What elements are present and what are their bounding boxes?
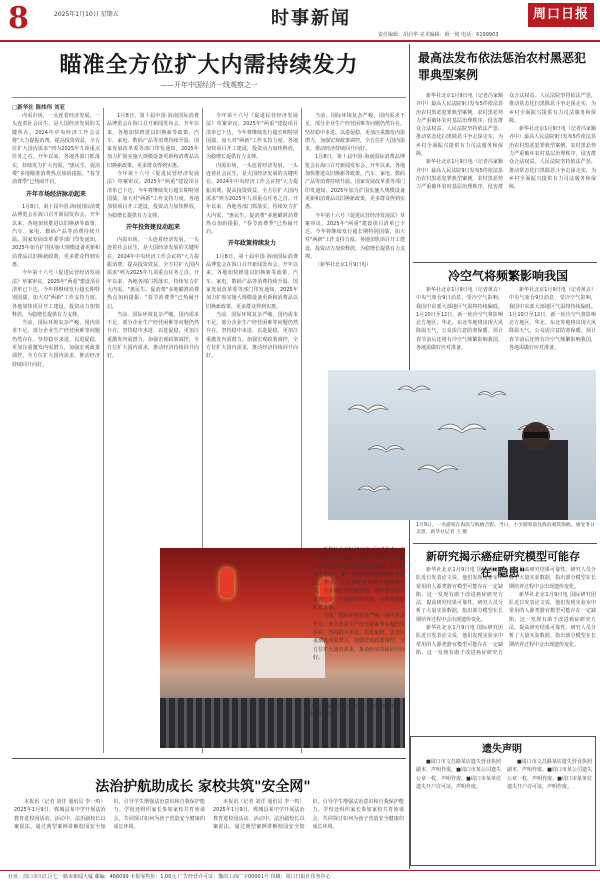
page-header bbox=[0, 0, 600, 42]
lead-subhead: ——开年中国经济一线观察之一 bbox=[160, 81, 258, 89]
issue-date: 2025年1月10日 星期五 bbox=[54, 11, 119, 18]
column-rule bbox=[103, 108, 104, 753]
cold-air-body-continued: 新华社北京1月9日电（记者黄垚）中央气象台9日消息，受冷空气影响，我国中东部大部地区气温将持续偏低。1月10日至12日，新一轮冷空气将影响北方地区，华北、东北等地将出现大风降温天气，公众需注意防寒保暖。预计春节前后还将有冷空气频繁影响我国，各地需做好应对准备。 当前，国际环境复杂严峻，国内需求不足、部分企业生产经营困难等问题仍然存在。坚持稳中求进、以进促稳，更加注重激发内需潜力，加强宏观政策调控，全方位扩大国内需求，推动经济持续回升向好。 bbox=[313, 547, 405, 661]
notice-body: ■周口市文昌路某店遗失营业执照副本，声明作废。■周口市某公司遗失公章一枚，声明作废。■周口市某单位遗失开户许可证，声明作废。 ■周口市文昌路某店遗失营业执照副本，声明作废。■周口市某公司遗失公章一枚，声明作废。■周口市某单位遗失开户许可证，声明作废。 bbox=[416, 759, 592, 790]
divider bbox=[413, 543, 597, 544]
divider bbox=[12, 97, 406, 98]
seagull-flock-icon bbox=[328, 370, 596, 520]
school-safety-headline: 法治护航助成长 家校共筑"安全网" bbox=[95, 779, 311, 795]
school-safety-body: 本报讯（记者 刘洋 通讯员 李一鸣）2025年1月9日，郸城县某中学开展法治教育进校园活动。活动中，法治副校长以案说法，通过典型案例讲解校园安全知识，引导学生增强法治意识和自我保护能力。学校还组织家长参加家校共育座谈会，共同探讨如何为孩子营造安全健康的成长环境。 本报讯（记者 刘洋 通讯员 李一鸣）2025年1月9日，郸城县某中学开展法治教育进校园活动。活动中，法治副校长以案说法，通过典型案例讲解校园安全知识，引导学生增强法治意识和自我保护能力。学校还组织家长参加家校共育座谈会，共同探讨如何为孩子营造安全健康的成长环境。 bbox=[14, 799, 404, 830]
lead-subtitle-1: 开年市场经济脉动起来 bbox=[25, 190, 86, 198]
court-headline: 最高法发布依法惩治农村黑恶犯罪典型案例 bbox=[418, 51, 587, 82]
page-footer: 社址：周口市川汇区七一路市新闻大厦 邮编：466099 本报零售价：1.00元 广告经营许可证：豫周工商广字00001号 印刷：周口日报社印务中心 bbox=[0, 870, 600, 883]
court-body: 新华社北京1月9日电（记者冯家顺 齐中）最高人民法院9日发布5件依法惩治农村黑恶犯罪典型案例。农村黑恶势力严重破坏农村基层治理秩序，侵害群众合法权益。人民法院坚持依法严惩，推动常态化扫黑除恶斗争走深走实，为乡村全面振兴提供有力司法服务和保障。 新华社北京1月9日电（记者冯家顺 齐中）最高人民法院9日发布5件依法惩治农村黑恶犯罪典型案例。农村黑恶势力严重破坏农村基层治理秩序，侵害群众合法权益。人民法院坚持依法严惩，推动常态化扫黑除恶斗争走深走实，为乡村全面振兴提供有力司法服务和保障。 新华社北京1月9日电（记者冯家顺 齐中）最高人民法院9日发布5件依法惩治农村黑恶犯罪典型案例。农村黑恶势力严重破坏农村基层治理秩序，侵害群众合法权益。人民法院坚持依法严惩，推动常态化扫黑除恶斗争走深走实，为乡村全面振兴提供有力司法服务和保障。 bbox=[416, 93, 596, 191]
cancer-research-body: 新华社北京1月9日电 国际研究团队近日发表论文说，他们发现实验室中常用的人源类器官模型可能存在一定缺陷，这一发现有助于改进癌症研究方法，提高研究结果可靠性。研究人员分析了大量实验数据，指出部分模型在长期培养过程中会出现遗传变化。 新华社北京1月9日电 国际研究团队近日发表论文说，他们发现实验室中常用的人源类器官模型可能存在一定缺陷，这一发现有助于改进癌症研究方法，提高研究结果可靠性。研究人员分析了大量实验数据，指出部分模型在长期培养过程中会出现遗传变化。 新华社北京1月9日电 国际研究团队近日发表论文说，他们发现实验室中常用的人源类器官模型可能存在一定缺陷，这一发现有助于改进癌症研究方法，提高研究结果可靠性。研究人员分析了大量实验数据，指出部分模型在长期培养过程中会出现遗传变化。 bbox=[416, 567, 596, 656]
lantern-icon bbox=[220, 568, 234, 598]
lead-column-4: 当前，国际环境复杂严峻，国内需求不足、部分企业生产经营困难等问题仍然存在。坚持稳中求进、以进促稳，更加注重激发内需潜力，加强宏观政策调控，全方位扩大国内需求，推动经济持续回升向好。 1月8日，第十届中国·海南国际消费品博览会在海口召开新闻发布会。开年以来，各地加快推进以旧换新等政策，汽车、家电、数码产品等消费持续升温。国家发展改革委等部门印发通知，2025年加力扩围实施大规模设备更新和消费品以旧换新政策，更多群众得到实惠。 今年第十六号《促进民营经济发展法》草案审议。2025年"两重"建设项目清单已下达，今年将继续发行超长期特别国债，加大对"两新"工作支持力度。各地加快项目开工建设，投资动力加快释放，为稳增长提供有力支撑。 （新华社北京1月9日电） bbox=[305, 113, 405, 269]
divider bbox=[12, 758, 406, 759]
lead-subtitle-3: 开年政策持续发力 bbox=[227, 240, 276, 248]
supermarket-photo-caption: 1月8日，顾客在山东青岛一家超市选购年货。新华社发 bbox=[308, 705, 396, 717]
cold-air-headline: 冷空气将频繁影响我国 bbox=[447, 269, 568, 283]
masthead-logo: 周口日报 bbox=[528, 3, 594, 27]
lead-headline: 瞄准全方位扩大内需持续发力 bbox=[59, 52, 359, 78]
seagull-photo bbox=[328, 370, 596, 520]
page-number: 8 bbox=[8, 1, 29, 36]
seagull-photo-caption: 1月9日，一名游客在海滨与海鸥合影。当日，不少游客前往海滨观赏海鸥，感受冬日美景。新华社记者 王 摄 bbox=[416, 523, 595, 535]
section-title: 时事新闻 bbox=[271, 8, 351, 29]
lead-subtitle-2: 开年投资建设动起来 bbox=[125, 223, 180, 231]
lead-byline: □新华社 陈炜伟 刘亚 bbox=[12, 105, 66, 111]
lead-column-3: 今年第十六号《促进民营经济发展法》草案审议。2025年"两重"建设项目清单已下达，今年将继续发行超长期特别国债，加大对"两新"工作支持力度。各地加快项目开工建设，投资动力加快释放，为稳增长提供有力支撑。 内需市场，一头连着经济发展，一头连着社会民生，是大国经济发展的关键所在。2024年中央经济工作会议将"大力提振消费、提高投资效益，全方位扩大国内需求"列为2025年九项重点任务之首。开年以来，各地各部门抓落实，持续发力扩大内需。"惠民生、促消费"多地瞄准消费热点加码提振，"春节消费季"已热闹开启。 开年政策持续发力 1月8日，第十届中国·海南国际消费品博览会在海口召开新闻发布会。开年以来，各地加快推进以旧换新等政策，汽车、家电、数码产品等消费持续升温。国家发展改革委等部门印发通知，2025年加力扩围实施大规模设备更新和消费品以旧换新政策，更多群众得到实惠。 当前，国际环境复杂严峻，国内需求不足、部分企业生产经营困难等问题仍然存在。坚持稳中求进、以进促稳，更加注重激发内需潜力，加强宏观政策调控，全方位扩大国内需求，推动经济持续回升向好。 bbox=[206, 113, 298, 360]
tourist-figure bbox=[508, 440, 568, 520]
cancer-research-headline: 新研究揭示癌症研究模型可能存在"隐患" bbox=[426, 550, 580, 579]
lead-column-2: 1月8日，第十届中国·海南国际消费品博览会在海口召开新闻发布会。开年以来，各地加快推进以旧换新等政策，汽车、家电、数码产品等消费持续升温。国家发展改革委等部门印发通知，2025年加力扩围实施大规模设备更新和消费品以旧换新政策，更多群众得到实惠。 今年第十六号《促进民营经济发展法》草案审议。2025年"两重"建设项目清单已下达，今年将继续发行超长期特别国债，加大对"两新"工作支持力度。各地加快项目开工建设，投资动力加快释放，为稳增长提供有力支撑。 开年投资建设动起来 内需市场，一头连着经济发展，一头连着社会民生，是大国经济发展的关键所在。2024年中央经济工作会议将"大力提振消费、提高投资效益，全方位扩大国内需求"列为2025年九项重点任务之首。开年以来，各地各部门抓落实，持续发力扩大内需。"惠民生、促消费"多地瞄准消费热点加码提振，"春节消费季"已热闹开启。 当前，国际环境复杂严峻，国内需求不足、部分企业生产经营困难等问题仍然存在。坚持稳中求进、以进促稳，更加注重激发内需潜力，加强宏观政策调控，全方位扩大国内需求，推动经济持续回升向好。 bbox=[107, 113, 199, 360]
notice-title: 遗失声明 bbox=[482, 744, 522, 755]
cold-air-body: 新华社北京1月9日电（记者黄垚）中央气象台9日消息，受冷空气影响，我国中东部大部地区气温将持续偏低。1月10日至12日，新一轮冷空气将影响北方地区，华北、东北等地将出现大风降温天气，公众需注意防寒保暖。预计春节前后还将有冷空气频繁影响我国，各地需做好应对准备。 新华社北京1月9日电（记者黄垚）中央气象台9日消息，受冷空气影响，我国中东部大部地区气温将持续偏低。1月10日至12日，新一轮冷空气将影响北方地区，华北、东北等地将出现大风降温天气，公众需注意防寒保暖。预计春节前后还将有冷空气频繁影响我国，各地需做好应对准备。 bbox=[416, 287, 596, 352]
lead-column-1: 内需市场，一头连着经济发展，一头连着社会民生，是大国经济发展的关键所在。2024年中央经济工作会议将"大力提振消费、提高投资效益，全方位扩大国内需求"列为2025年九项重点任务之首。开年以来，各地各部门抓落实，持续发力扩大内需。"惠民生、促消费"多地瞄准消费热点加码提振，"春节消费季"已热闹开启。 开年市场经济脉动起来 1月8日，第十届中国·海南国际消费品博览会在海口召开新闻发布会。开年以来，各地加快推进以旧换新等政策，汽车、家电、数码产品等消费持续升温。国家发展改革委等部门印发通知，2025年加力扩围实施大规模设备更新和消费品以旧换新政策，更多群众得到实惠。 今年第十六号《促进民营经济发展法》草案审议。2025年"两重"建设项目清单已下达，今年将继续发行超长期特别国债，加大对"两新"工作支持力度。各地加快项目开工建设，投资动力加快释放，为稳增长提供有力支撑。 当前，国际环境复杂严峻，国内需求不足、部分企业生产经营困难等问题仍然存在。坚持稳中求进、以进促稳，更加注重激发内需潜力，加强宏观政策调控，全方位扩大国内需求，推动经济持续回升向好。 bbox=[12, 113, 100, 368]
divider bbox=[413, 262, 597, 263]
editor-credits: 责任编辑：胡启华 美术编辑：薛一铭 电话：6199903 bbox=[378, 32, 499, 38]
